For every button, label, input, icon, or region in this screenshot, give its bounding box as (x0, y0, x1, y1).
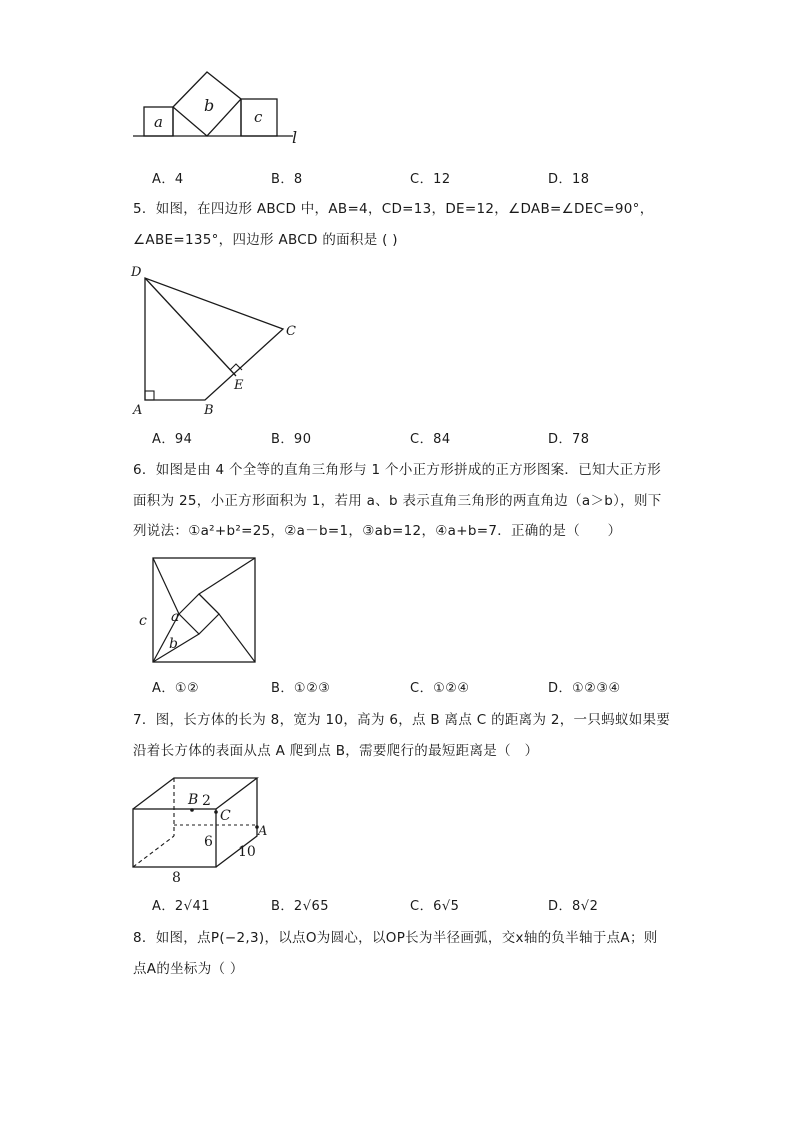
label-b: B (204, 403, 214, 418)
segment-de (145, 278, 236, 376)
q6-stem-line1: 6．如图是由 4 个全等的直角三角形与 1 个小正方形拼成的正方形图案．已知大正方形 (133, 462, 662, 478)
q4-option-d[interactable]: D．18 (548, 172, 590, 187)
label-c: C (220, 808, 231, 824)
q5-quadrilateral-figure (125, 258, 310, 420)
q8-stem-line1: 8．如图，点P(−2,3)，以点O为圆心，以OP长为半径画弧，交x轴的负半轴于点A；则 (133, 930, 658, 946)
q4-option-a[interactable]: A．4 (152, 172, 184, 187)
label-c: C (286, 324, 296, 339)
quadrilateral-abcd (145, 278, 283, 400)
q4-option-b[interactable]: B．8 (271, 172, 303, 187)
q5-stem-line2: ∠ABE=135°，四边形 ABCD 的面积是 ( ) (133, 232, 398, 248)
label-8: 8 (172, 870, 181, 886)
label-c: c (254, 108, 263, 126)
q7-option-a[interactable]: A．2√41 (152, 899, 210, 914)
label-a: a (154, 113, 163, 131)
q5-stem-line1: 5．如图，在四边形 ABCD 中，AB=4，CD=13，DE=12，∠DAB=∠DEC=90°， (133, 201, 654, 217)
tri-line-right (219, 614, 255, 662)
tri-line-top (199, 558, 255, 594)
label-2: 2 (202, 793, 211, 809)
label-a: A (133, 403, 143, 418)
label-6: 6 (204, 834, 213, 850)
q6-pinwheel-square-figure (135, 553, 260, 668)
q7-option-c[interactable]: C．6√5 (410, 899, 460, 914)
q6-stem-line2: 面积为 25，小正方形面积为 1，若用 a、b 表示直角三角形的两直角边（a＞b），则下 (133, 493, 662, 509)
label-10: 10 (238, 844, 256, 860)
q4-squares-figure (125, 65, 315, 150)
q4-option-c[interactable]: C．12 (410, 172, 451, 187)
label-a: A (258, 824, 268, 839)
q6-option-b[interactable]: B．①②③ (271, 681, 331, 696)
q7-option-b[interactable]: B．2√65 (271, 899, 330, 914)
point-b (190, 808, 194, 812)
hidden-edge-depth (133, 836, 174, 867)
tri-line-left (153, 558, 179, 614)
q6-option-d[interactable]: D．①②③④ (548, 681, 621, 696)
right-angle-mark-a (145, 391, 154, 400)
q7-stem-line1: 7．图，长方体的长为 8，宽为 10，高为 6，点 B 离点 C 的距离为 2，一只蚂蚁如果要 (133, 712, 671, 728)
q7-stem-line2: 沿着长方体的表面从点 A 爬到点 B，需要爬行的最短距离是（ ） (133, 743, 539, 759)
inner-square (179, 594, 219, 634)
label-l: l (292, 128, 298, 147)
q7-option-d[interactable]: D．8√2 (548, 899, 599, 914)
q5-option-a[interactable]: A．94 (152, 432, 193, 447)
q7-cuboid-figure (125, 768, 285, 886)
label-c: c (139, 613, 147, 629)
label-a: a (171, 609, 180, 625)
q5-option-c[interactable]: C．84 (410, 432, 451, 447)
q8-stem-line2: 点A的坐标为（ ） (133, 961, 244, 977)
label-e: E (234, 378, 244, 393)
label-d: D (131, 265, 142, 280)
point-c (214, 810, 218, 814)
label-b: B (188, 792, 199, 808)
right-angle-mark-e (230, 364, 242, 370)
q6-option-a[interactable]: A．①② (152, 681, 200, 696)
q6-option-c[interactable]: C．①②④ (410, 681, 470, 696)
label-b: b (204, 96, 215, 115)
q5-option-b[interactable]: B．90 (271, 432, 312, 447)
q6-stem-line3: 列说法：①a²+b²=25，②a－b=1，③ab=12，④a+b=7．正确的是（ ） (133, 523, 622, 539)
q5-option-d[interactable]: D．78 (548, 432, 590, 447)
label-b: b (169, 636, 178, 652)
